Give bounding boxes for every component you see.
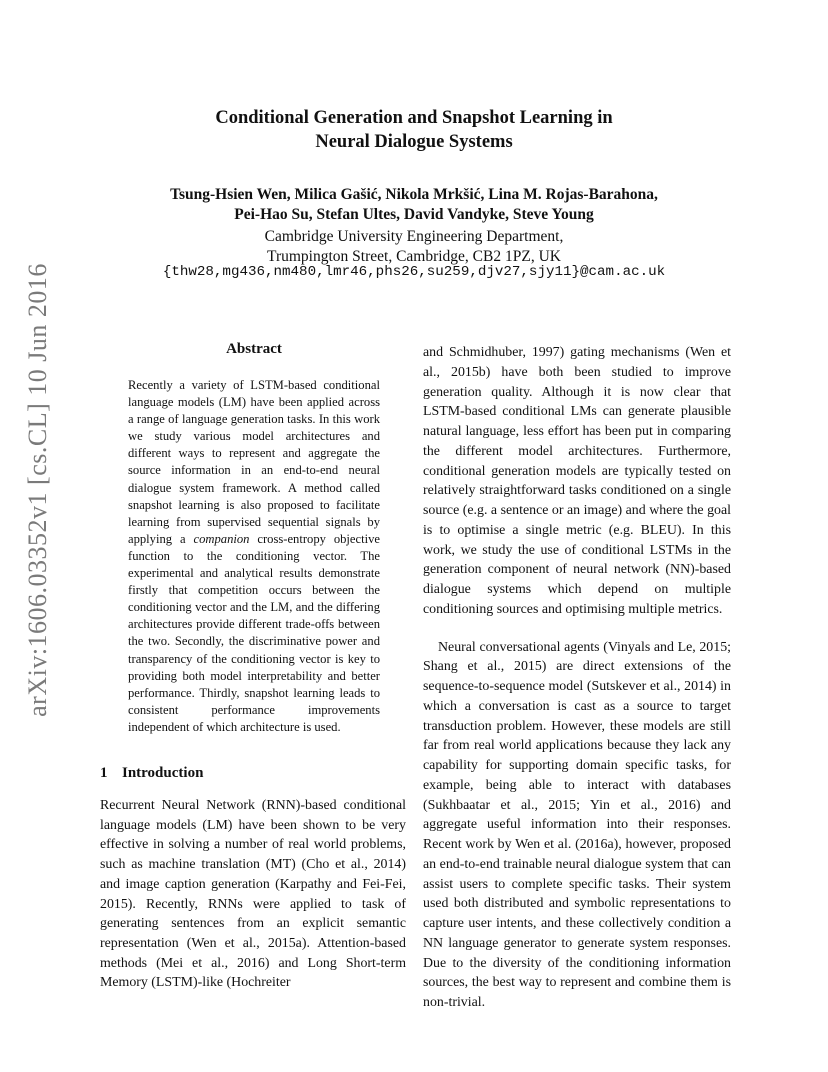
abstract-emphasis: companion (193, 531, 250, 546)
abstract-body (128, 377, 380, 736)
introduction-left-column (100, 796, 406, 993)
author-list-line-2: Pei-Hao Su, Stefan Ultes, David Vandyke, Steve Young (234, 206, 594, 223)
right-column (423, 343, 731, 1013)
author-emails: {thw28,mg436,nm480,lmr46,phs26,su259,djv27,sjy11}@cam.ac.uk (162, 264, 666, 280)
section-number: 1 (100, 765, 108, 781)
affiliation-line-1: Cambridge University Engineering Department, (264, 228, 564, 245)
arxiv-identifier-stamp (18, 263, 58, 717)
paper-title (100, 106, 728, 154)
author-list-line-1: Tsung-Hsien Wen, Milica Gašić, Nikola Mrkšić, Lina M. Rojas-Barahona, (170, 186, 658, 203)
section-heading-introduction (100, 765, 406, 782)
author-list (100, 185, 728, 225)
affiliation (100, 227, 728, 267)
intro-paragraph-1-continued: and Schmidhuber, 1997) gating mechanisms (Wen et al., 2015b) have both been studied to improve generation quality. Although it is now clear that LSTM-based conditional LMs can generate plausible natural language, less effort has been put in comparing the different model architectures. Furthermore, conditional generation models are typically tested on relatively straightforward tasks conditioned on a single source (e.g. a sentence or an image) and where the goal is to optimise a single metric (e.g. BLEU). In this work, we study the use of conditional LSTMs in the generation component of neural network (NN)-based dialogue systems which depend on multiple conditioning sources and optimising multiple metrics. (423, 345, 731, 617)
abstract-text-part-1: Recently a variety of LSTM-based conditional language models (LM) have been applied across a range of language generation tasks. In this work we study various model architectures and different ways to represent and aggregate the source information in an end-to-end neural dialogue system framework. A method called snapshot learning is also proposed to facilitate learning from supervised sequential signals by applying a (128, 378, 380, 546)
arxiv-identifier-text: arXiv:1606.03352v1 [cs.CL] 10 Jun 2016 (23, 263, 52, 717)
affiliation-line-2: Trumpington Street, Cambridge, CB2 1PZ, UK (267, 248, 561, 265)
section-title: Introduction (122, 765, 204, 781)
paper-title-line-1: Conditional Generation and Snapshot Learning in (215, 108, 613, 128)
intro-paragraph-2: Neural conversational agents (Vinyals and Le, 2015; Shang et al., 2015) are direct extensions of the sequence-to-sequence model (Sutskever et al., 2014) in which a conversation is cast as a source to target transduction problem. However, these models are still far from real world applications because they lack any capability for supporting domain specific tasks, for example, being able to interact with databases (Sukhbaatar et al., 2015; Yin et al., 2016) and aggregate useful information into their responses. Recent work by Wen et al. (2016a), however, proposed an end-to-end trainable neural dialogue system that can assist users to complete specific tasks. Their system used both distributed and symbolic representations to capture user intents, and these collectively condition a NN language generator to generate system responses. Due to the diversity of the conditioning information sources, the best way to represent and combine them is non-trivial. (423, 639, 731, 1010)
intro-paragraph-1: Recurrent Neural Network (RNN)-based conditional language models (LM) have been shown to be very effective in solving a number of real world problems, such as machine translation (MT) (Cho et al., 2014) and image caption generation (Karpathy and Fei-Fei, 2015). Recently, RNNs were applied to task of generating sentences from an explicit semantic representation (Wen et al., 2015a). Attention-based methods (Mei et al., 2016) and Long Short-term Memory (LSTM)-like (Hochreiter (100, 798, 406, 991)
abstract-heading: Abstract (226, 341, 282, 357)
abstract-text-part-2: cross-entropy objective function to the conditioning vector. The experimental and analytical results demonstrate firstly that competition occurs between the conditioning vector and the LM, and the differing architectures provide different trade-offs between the two. Secondly, the discriminative power and transparency of the conditioning vector is key to providing both model interpretability and better performance. Thirdly, snapshot learning leads to consistent performance improvements independent of which architecture is used. (128, 531, 380, 734)
paper-title-line-2: Neural Dialogue Systems (315, 132, 513, 152)
